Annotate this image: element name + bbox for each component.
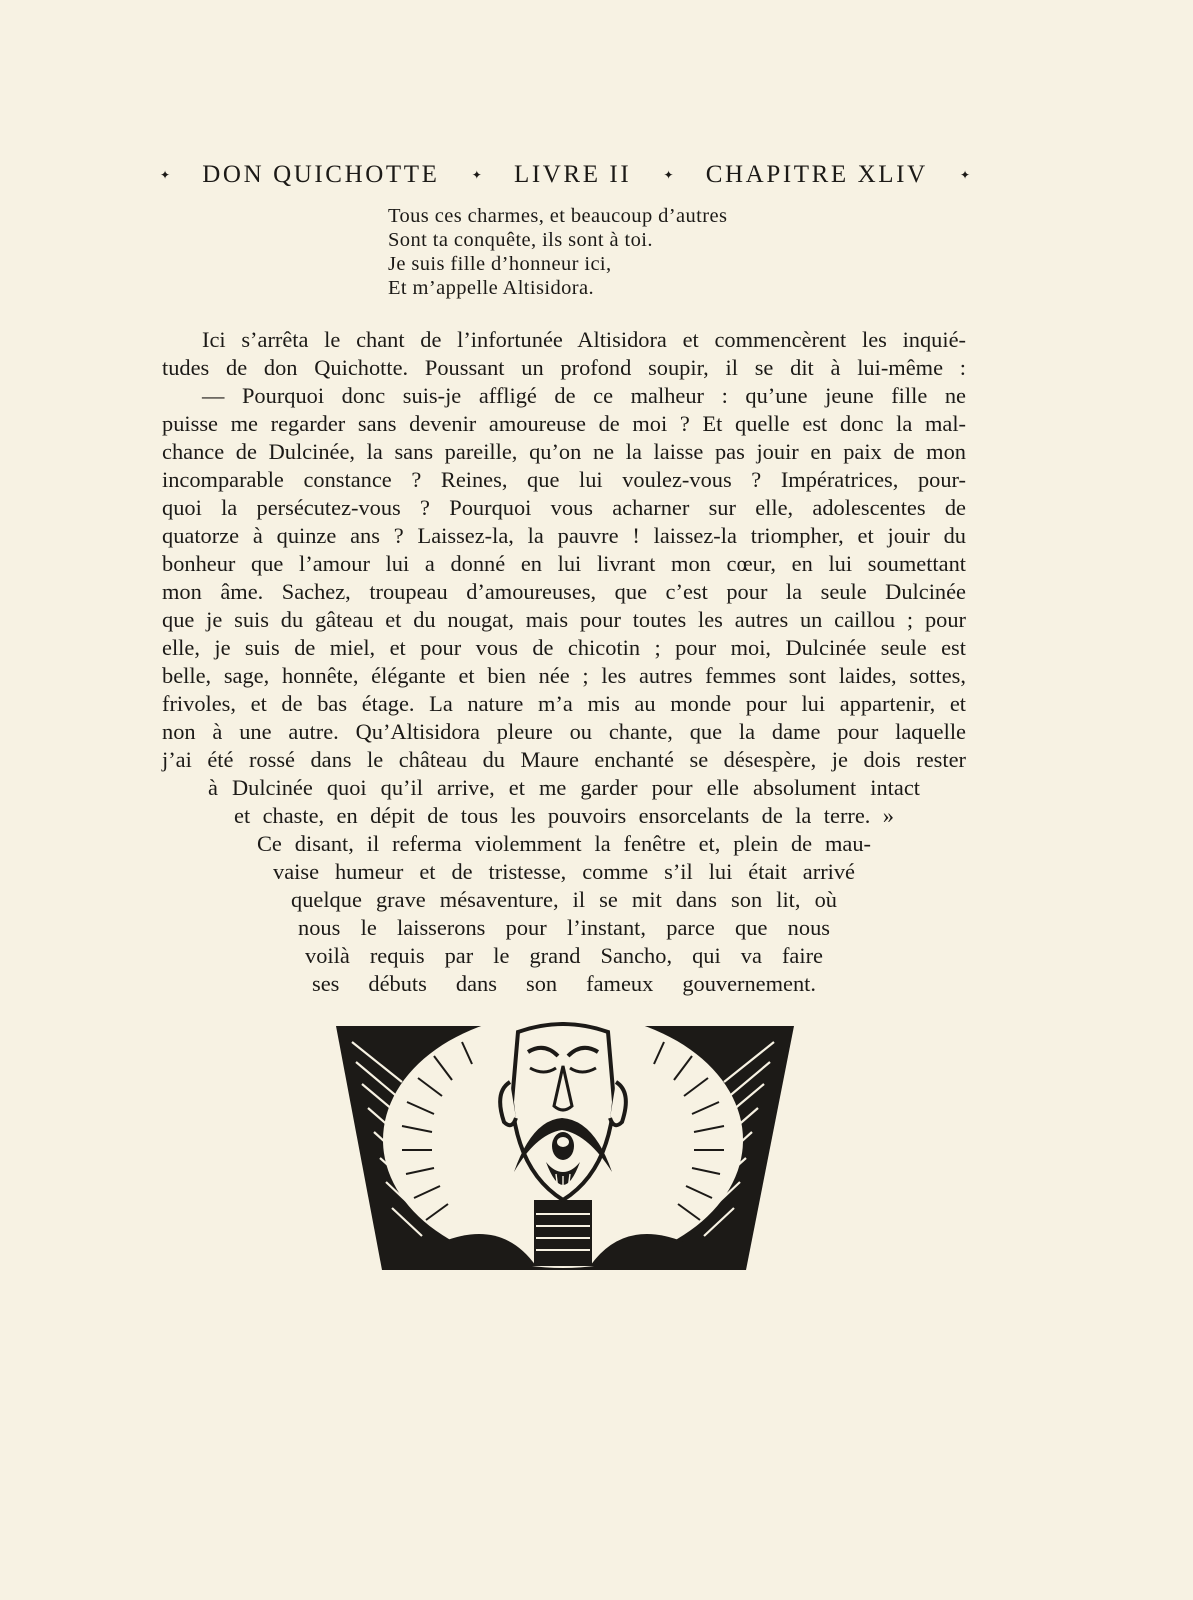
- text-line: Ici s’arrêta le chant de l’infortunée Altisidora et commencèrent les inquié-: [202, 327, 966, 352]
- ornament-icon: ✦: [471, 167, 482, 182]
- ornament-icon: ✦: [959, 167, 970, 182]
- text-line: Ce disant, il referma violemment la fenêtre et, plein de mau-: [257, 831, 871, 856]
- running-head-chapter: CHAPITRE XLIV: [705, 161, 928, 188]
- text-line: mon âme. Sachez, troupeau d’amoureuses, que c’est pour la seule Dulcinée: [162, 579, 966, 604]
- verse-line: Et m’appelle Altisidora.: [388, 277, 595, 299]
- text-line: bonheur que l’amour lui a donné en lui livrant mon cœur, en lui soumettant: [162, 551, 966, 576]
- text-line: non à une autre. Qu’Altisidora pleure ou chante, que la dame pour laquelle: [162, 719, 966, 744]
- text-line: chance de Dulcinée, la sans pareille, qu’on ne la laisse pas jouir en paix de mon: [162, 439, 966, 464]
- text-line: et chaste, en dépit de tous les pouvoirs ensorcelants de la terre. »: [234, 803, 894, 828]
- running-head: [160, 161, 970, 189]
- text-line: puisse me regarder sans devenir amoureuse de moi ? Et quelle est donc la mal-: [162, 411, 966, 436]
- text-line: j’ai été rossé dans le château du Maure enchanté se désespère, je dois rester: [162, 747, 966, 772]
- text-line: quatorze à quinze ans ? Laissez-la, la pauvre ! laissez-la triompher, et jouir du: [162, 523, 966, 548]
- verse-line: Tous ces charmes, et beaucoup d’autres: [388, 205, 728, 227]
- running-head-title: DON QUICHOTTE: [202, 161, 440, 188]
- text-line: vaise humeur et de tristesse, comme s’il lui était arrivé: [273, 859, 855, 884]
- woodcut-vignette-icon: [322, 1022, 804, 1272]
- verse-line: Je suis fille d’honneur ici,: [388, 253, 612, 275]
- text-line: à Dulcinée quoi qu’il arrive, et me garder pour elle absolument intact: [208, 775, 920, 800]
- verse-line: Sont ta conquête, ils sont à toi.: [388, 229, 653, 251]
- text-line: tudes de don Quichotte. Poussant un profond soupir, il se dit à lui-même :: [162, 355, 966, 380]
- running-head-book: LIVRE II: [513, 161, 632, 188]
- text-line: nous le laisserons pour l’instant, parce que nous: [298, 915, 830, 940]
- text-line: que je suis du gâteau et du nougat, mais pour toutes les autres un caillou ; pour: [162, 607, 966, 632]
- text-line: quoi la persécutez-vous ? Pourquoi vous acharner sur elle, adolescentes de: [162, 495, 966, 520]
- text-line: ses débuts dans son fameux gouvernement.: [312, 971, 816, 996]
- text-line: — Pourquoi donc suis-je affligé de ce malheur : qu’une jeune fille ne: [202, 383, 966, 408]
- text-line: voilà requis par le grand Sancho, qui va faire: [305, 943, 823, 968]
- text-line: belle, sage, honnête, élégante et bien née ; les autres femmes sont laides, sottes,: [162, 663, 966, 688]
- text-line: elle, je suis de miel, et pour vous de chicotin ; pour moi, Dulcinée seule est: [162, 635, 966, 660]
- ornament-icon: ✦: [160, 167, 171, 182]
- text-line: incomparable constance ? Reines, que lui voulez-vous ? Impératrices, pour-: [162, 467, 966, 492]
- body-text: [162, 326, 966, 998]
- text-line: quelque grave mésaventure, il se mit dans son lit, où: [291, 887, 837, 912]
- ornament-icon: ✦: [663, 167, 674, 182]
- text-line: frivoles, et de bas étage. La nature m’a mis au monde pour lui appartenir, et: [162, 691, 966, 716]
- verse-stanza: [388, 204, 727, 300]
